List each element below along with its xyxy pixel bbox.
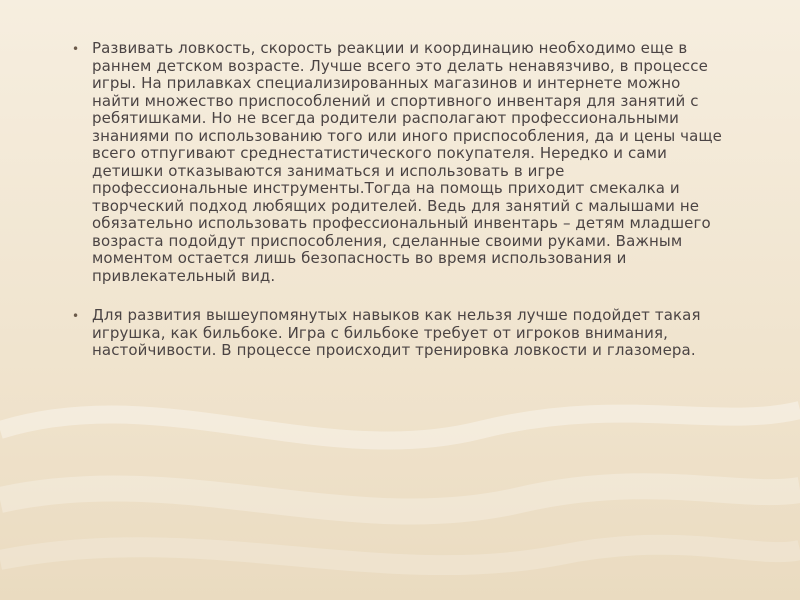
bullet-text: Для развития вышеупомянутых навыков как нельзя лучше подойдет такая игрушка, как бильбоке. Игра с бильбоке требует от игроков внимания, настойчивости. В процессе происходит тренировка ловкости и глазомера. <box>92 306 701 359</box>
bullet-marker: • <box>72 42 80 56</box>
slide-content <box>72 40 722 382</box>
bullet-text: Развивать ловкость, скорость реакции и координацию необходимо еще в раннем детском возрасте. Лучше всего это делать ненавязчиво, в процессе игры. На прилавках специализированных магазинов и интернете можно найти множество приспособлений и спортивного инвентаря для занятий с ребятишками. Но не всегда родители располагают профессиональными знаниями по использованию того или иного приспособления, да и цены чаще всего отпугивают среднестатистического покупателя. Нередко и сами детишки отказываются заниматься и использовать в игре профессиональные инструменты.Тогда на помощь приходит смекалка и творческий подход любящих родителей. Ведь для занятий с малышами не обязательно использовать профессиональный инвентарь – детям младшего возраста подойдут приспособления, сделанные своими руками. Важным моментом остается лишь безопасность во время использования и привлекательный вид. <box>92 39 722 285</box>
bullet-item-1 <box>72 40 722 285</box>
bullet-marker: • <box>72 309 80 323</box>
bullet-item-2 <box>72 307 722 360</box>
